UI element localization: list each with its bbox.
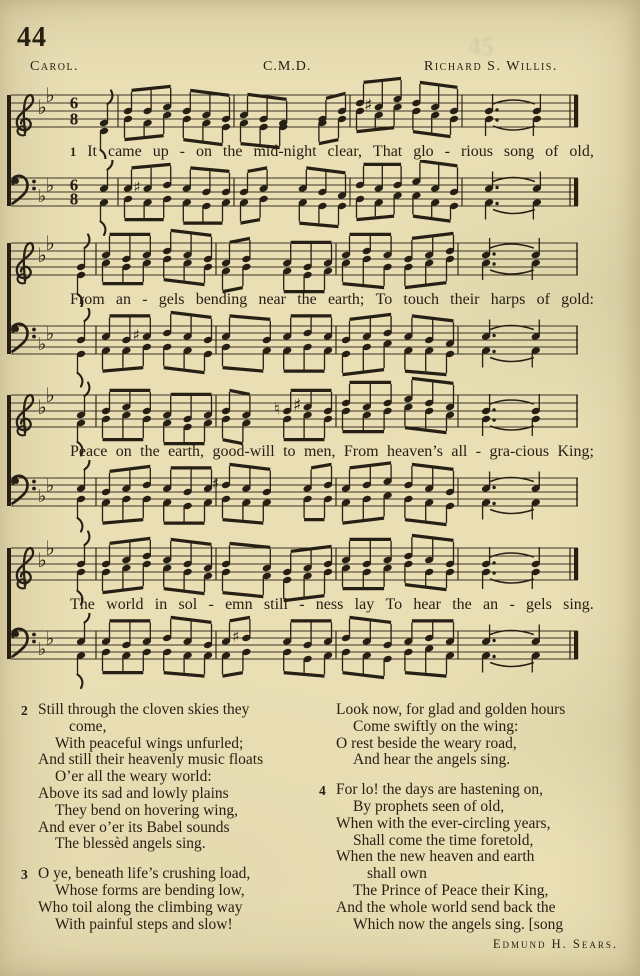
verse-line: Look now, for glad and golden hours [336, 701, 566, 718]
lyric-syllable: heaven’s [386, 443, 443, 460]
verse-column-right [319, 701, 618, 946]
lyric-syllable: their [450, 291, 480, 308]
svg-text:♭: ♭ [45, 475, 55, 497]
meter: C.M.D. [263, 59, 312, 74]
svg-text:♭: ♭ [37, 486, 47, 507]
lyric-syllable: sol [178, 596, 198, 613]
svg-text:♭: ♭ [37, 639, 47, 660]
verse-line: For lo! the days are hastening on, 4 [319, 781, 544, 799]
lyric-syllable: the [297, 291, 317, 308]
svg-text:♭: ♭ [37, 334, 47, 355]
key-signature [37, 383, 54, 419]
notes [76, 613, 541, 688]
verse-line: By prophets seen of old, [353, 797, 505, 815]
verse-block [319, 781, 618, 933]
lyric-syllable: That [372, 143, 403, 160]
lyric-syllable: sing. [563, 596, 594, 613]
svg-text:♮: ♮ [273, 399, 280, 420]
notes [76, 532, 541, 605]
key-signature [38, 476, 55, 508]
key-signature [38, 176, 55, 208]
lyric-syllable: an [115, 291, 131, 308]
bass-staff-group [11, 613, 578, 688]
lyric-syllable: touch [403, 291, 439, 308]
lyric-syllable: all [451, 443, 468, 460]
key-signature [37, 536, 54, 572]
lyric-syllable: To [385, 596, 403, 613]
key-signature [37, 231, 54, 267]
verse-line: The Prince of Peace their King, [353, 881, 549, 899]
lyric-syllable: 1 [70, 144, 77, 159]
svg-text:♭: ♭ [45, 383, 55, 407]
verse-line: come, [69, 717, 107, 735]
treble-staff-group [11, 532, 578, 605]
lyric-syllable: earth, [168, 443, 205, 460]
verse-column-left [21, 701, 316, 946]
verse-line: O’er all the weary world: [55, 768, 212, 786]
bleed-through-number: 45 [468, 32, 494, 61]
svg-text:♯: ♯ [232, 627, 240, 646]
lyric-syllable: of [545, 143, 559, 160]
svg-text:♯: ♯ [133, 178, 141, 196]
time-signature [70, 94, 79, 129]
verse-line: Come swiftly on the wing: [353, 717, 519, 735]
verse-line: The blessèd angels sing. [55, 835, 206, 853]
lyric-syllable: world [106, 596, 144, 613]
lyric-syllable: From [343, 443, 379, 460]
verse-line: And still their heavenly music floats [38, 751, 264, 769]
lyric-syllable: gels [526, 596, 552, 613]
svg-text:♭: ♭ [45, 323, 55, 345]
lyric-line-4 [70, 596, 594, 614]
lyric-syllable: on [115, 443, 132, 460]
lyric-syllable: came [107, 143, 142, 160]
lyric-syllable: - [299, 596, 305, 613]
svg-text:♭: ♭ [45, 231, 55, 255]
lyric-syllable: up [152, 143, 169, 160]
bass-staff-group [11, 460, 578, 532]
svg-text:♯: ♯ [132, 326, 140, 344]
verse-block [336, 702, 618, 769]
lyric-syllable: Peace [70, 443, 108, 460]
lyric-syllable: on [195, 143, 212, 160]
lyric-syllable: bending [195, 291, 248, 308]
verse-line: Which now the angels sing. [song [353, 915, 564, 933]
svg-text:♭: ♭ [37, 95, 47, 119]
verse-number: 3 [21, 867, 28, 883]
verse-line: Who toil along the climbing way [38, 898, 243, 916]
lyric-syllable: men, [303, 443, 336, 460]
treble-clef-icon [17, 95, 33, 135]
lyric-syllable: the [222, 143, 243, 160]
lyric-syllable: rious [460, 143, 493, 160]
svg-text:♭: ♭ [45, 536, 55, 560]
notes [76, 460, 541, 532]
svg-text:♭: ♭ [37, 548, 47, 572]
tune-name: Carol. [30, 59, 80, 74]
svg-text:♭: ♭ [45, 628, 55, 650]
verse-line: They bend on hovering wing, [55, 801, 238, 819]
verse-block [21, 701, 316, 853]
lyric-syllable: an [483, 596, 499, 613]
lyric-syllable: It [87, 143, 97, 160]
lyric-syllable: gra-cious [489, 443, 550, 460]
svg-text:♭: ♭ [45, 83, 55, 107]
svg-text:8: 8 [69, 109, 79, 129]
svg-text:6: 6 [69, 93, 79, 113]
lyric-syllable: gels [158, 291, 185, 308]
verse-line: When the new heaven and earth [336, 848, 535, 866]
lyric-syllable: From [70, 291, 105, 308]
lyric-syllable: The [70, 596, 95, 613]
lyric-syllable: mid-night [253, 143, 317, 160]
lyric-syllable: of [536, 291, 550, 308]
lyric-line-1 [70, 143, 594, 161]
lyric-line-2 [70, 291, 594, 309]
verse-line: With peaceful wings unfurled; [55, 734, 244, 752]
verse-line: Above its sad and lowly plains [38, 784, 229, 802]
key-signature [38, 324, 55, 356]
composer: Richard S. Willis. [424, 59, 558, 74]
lyric-syllable: hear [413, 596, 441, 613]
lyric-syllable: King; [557, 443, 594, 460]
music-system-2 [0, 219, 640, 391]
lyric-syllable: - [208, 596, 214, 613]
verse-line: Still through the cloven skies they 2 [21, 701, 250, 718]
music-system-4 [0, 524, 640, 696]
verse-line: O rest beside the weary road, [336, 734, 517, 752]
time-signature [70, 176, 79, 209]
lyric-syllable: - [475, 443, 482, 460]
verse-line: shall own [367, 865, 427, 883]
lyric-syllable: ness [315, 596, 344, 613]
key-signature [38, 629, 55, 661]
lyric-syllable: emn [225, 596, 253, 613]
lyric-syllable: good-will [212, 443, 275, 460]
treble-clef-icon [17, 243, 33, 283]
treble-clef-icon [17, 548, 33, 588]
lyric-syllable: to [283, 443, 296, 460]
lyric-syllable: song [503, 143, 535, 160]
treble-clef-icon [17, 395, 33, 435]
lyric-syllable: the [140, 443, 160, 460]
author-credit: Edmund H. Sears. [492, 937, 618, 951]
svg-text:♯: ♯ [364, 95, 373, 116]
hymn-number: 44 [17, 22, 47, 53]
lyric-syllable: near [258, 291, 286, 308]
svg-text:♭: ♭ [37, 395, 47, 419]
lyric-syllable: To [375, 291, 393, 308]
verse-block [21, 865, 316, 933]
lyric-syllable: the [452, 596, 472, 613]
lyric-syllable: - [444, 143, 450, 160]
svg-text:6: 6 [69, 175, 79, 195]
verse-line: Shall come the time foretold, [353, 831, 534, 849]
lyric-syllable: lay [354, 596, 375, 613]
lyric-syllable: - [179, 143, 185, 160]
svg-text:♭: ♭ [37, 186, 47, 207]
lyric-syllable: harps [490, 291, 526, 308]
bass-staff-4 [0, 613, 640, 693]
svg-text:♭: ♭ [37, 243, 47, 267]
lyric-line-3 [70, 443, 594, 461]
verse-line: And hear the angels sing. [353, 751, 511, 769]
lyric-syllable: still [263, 596, 288, 613]
music-system-3 [0, 371, 640, 543]
svg-text:♯: ♯ [292, 395, 302, 416]
lyric-syllable: - [509, 596, 515, 613]
music-system-1 [0, 71, 640, 243]
lyric-syllable: earth; [327, 291, 365, 308]
verse-line: O ye, beneath life’s crushing load, 3 [21, 865, 251, 883]
verse-number: 2 [21, 703, 28, 718]
svg-text:♯: ♯ [211, 474, 220, 493]
svg-text:♭: ♭ [45, 175, 55, 197]
verse-line: With painful steps and slow! [55, 915, 233, 933]
key-signature [37, 83, 54, 119]
lyric-syllable: - [142, 291, 148, 308]
lyric-syllable: gold: [561, 291, 594, 308]
verse-line: And the whole world send back the [336, 898, 556, 916]
lyric-syllable: clear, [327, 143, 362, 160]
lyric-syllable: in [154, 596, 168, 613]
verse-line: And ever o’er its Babel sounds [38, 818, 230, 836]
verse-number: 4 [319, 783, 326, 799]
verse-line: When with the ever-circling years, [336, 814, 551, 832]
lyric-syllable: old, [569, 143, 594, 160]
verse-line: Whose forms are bending low, [55, 881, 245, 899]
svg-text:8: 8 [69, 189, 79, 209]
lyric-syllable: glo [413, 143, 434, 160]
